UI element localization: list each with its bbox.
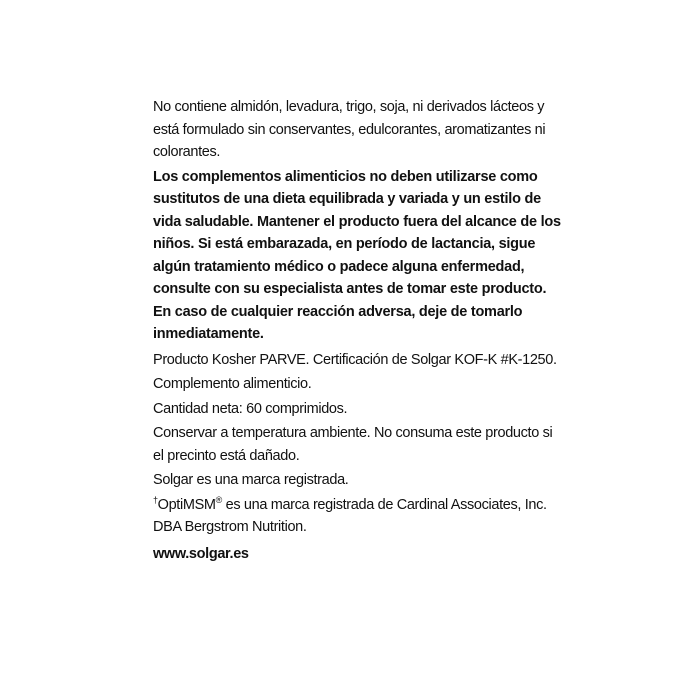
ingredients-note: No contiene almidón, levadura, trigo, soja, ni derivados lácteos y está formulado sin conservantes, edulcorantes, aromatizantes ni colorantes. — [153, 99, 546, 160]
label-text-block — [153, 96, 563, 567]
storage-instructions: Conservar a temperatura ambiente. No consuma este producto si el precinto está dañado. — [153, 425, 553, 464]
supplement-type: Complemento alimenticio. — [153, 376, 312, 392]
trademark-note: Solgar es una marca registrada. — [153, 472, 349, 488]
dagger-mark: † — [153, 494, 158, 505]
safety-warning: Los complementos alimenticios no deben utilizarse como sustitutos de una dieta equilibrada y variada y un estilo de vida saludable. Mantener el producto fuera del alcance de los niños. Si está embarazada, en período de lactancia, sigue algún tratamiento médico o padece alguna enfermedad, consulte con su especialista antes de tomar este producto. En caso de cualquier reacción adversa, deje de tomarlo inmediatamente. — [153, 168, 561, 342]
website-link[interactable]: www.solgar.es — [153, 545, 249, 562]
optimsm-description: es una marca registrada de Cardinal Associates, Inc. DBA Bergstrom Nutrition. — [153, 496, 547, 535]
net-quantity: Cantidad neta: 60 comprimidos. — [153, 400, 348, 417]
optimsm-trademark-note — [153, 494, 563, 539]
optimsm-name: OptiMSM — [157, 496, 216, 513]
kosher-certification: Producto Kosher PARVE. Certificación de Solgar KOF-K #K-1250. — [153, 351, 557, 368]
registered-mark: ® — [215, 494, 222, 505]
